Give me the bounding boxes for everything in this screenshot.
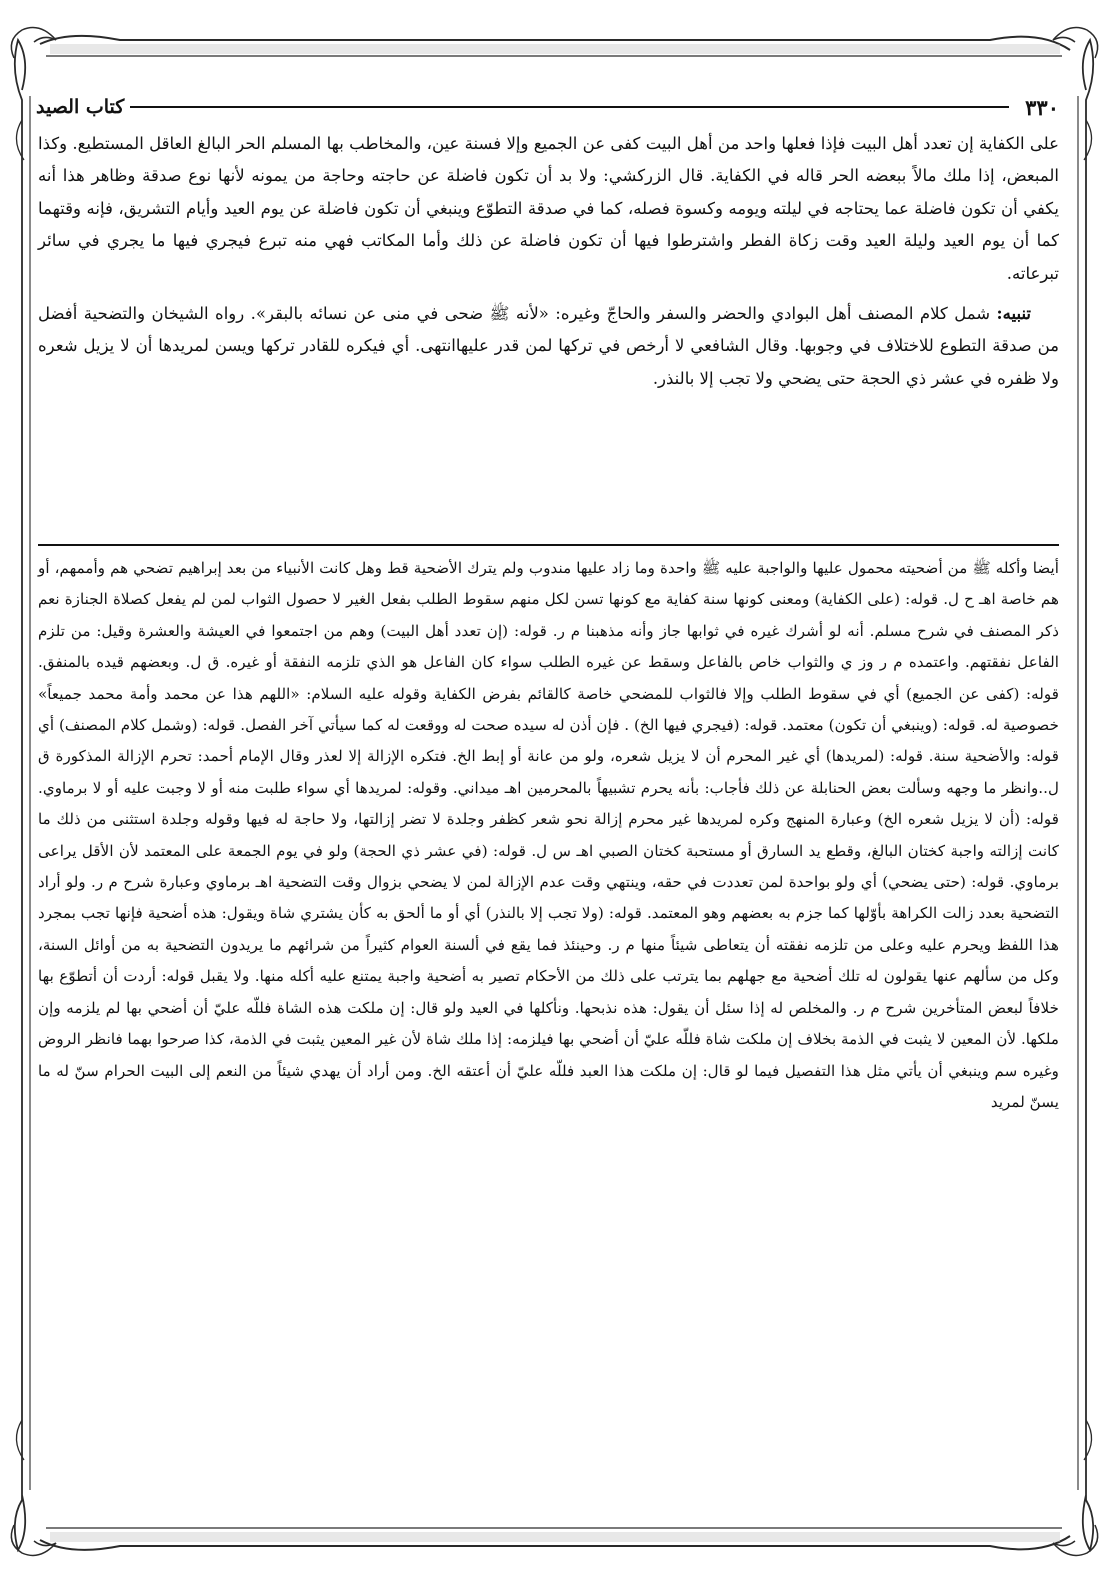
book-title: كتاب الصيد [36,96,125,118]
tanbih-paragraph [38,298,1059,395]
footnote-text [38,553,1059,1118]
footnote-paragraph: أيضا وأكله ﷺ من أضحيته محمول عليها والواجبة عليه ﷺ واحدة وما زاد عليها مندوب ولم يترك الأضحية قط وهل كانت الأنبياء من بعد إبراهيم تضحي هم وأممهم، أو هم خاصة اهـ ح ل. قوله: (على الكفاية) ومعنى كونها سنة كفاية مع كونها تسن لكل منهم سقوط الطلب بفعل الغير لا حصول الثواب لمن لم يفعل كصلاة الجنازة نعم ذكر المصنف في شرح مسلم. أنه لو أشرك غيره في ثوابها جاز وأنه مذهبنا م ر. قوله: (إن تعدد أهل البيت) وهم من اجتمعوا في العيشة والعشرة وقيل: من تلزم الفاعل نفقتهم. واعتمده م ر وز ي والثواب خاص بالفاعل وسقط عن غيره الطلب سواء كان الفاعل هو الذي تلزمه النفقة أو غيره. ق ل. وبعضهم قيده بالمنفق. قوله: (كفى عن الجميع) أي في سقوط الطلب وإلا فالثواب للمضحي خاصة كالقائم بفرض الكفاية وقوله عليه السلام: «اللهم هذا عن محمد وأمة محمد جميعاً» خصوصية له. قوله: (وينبغي أن تكون) معتمد. قوله: (فيجري فيها الخ) . فإن أذن له سيده صحت له ووقعت له كما سيأتي آخر الفصل. قوله: (وشمل كلام المصنف) أي قوله: والأضحية سنة. قوله: (لمريدها) أي غير المحرم أن لا يزيل شعره، ولو من عانة أو إبط الخ. فتكره الإزالة إلا لعذر وقال الإمام أحمد: تحرم الإزالة المذكورة ق ل..وانظر ما وجهه وسألت بعض الحنابلة عن ذلك فأجاب: بأنه يحرم تشبيهاً بالمحرمين اهـ ميداني. وقوله: لمريدها أي سواء طلبت منه أو لا وجبت عليه أو لا برماوي. قوله: (أن لا يزيل شعره الخ) وعبارة المنهج وكره لمريدها غير محرم إزالة نحو شعر كظفر وجلدة لا تضر إزالتها، ولا حاجة له فيها وقوله وجلدة استثنى من ذلك ما كانت إزالته واجبة كختان البالغ، وقطع يد السارق أو مستحبة كختان الصبي اهـ س ل. قوله: (في عشر ذي الحجة) ولو في يوم الجمعة على المعتمد لأن الأقل يراعى برماوي. قوله: (حتى يضحي) أي ولو بواحدة لمن تعددت في حقه، وينتهي وقت عدم الإزالة لمن لا يضحي بزوال وقت التضحية اهـ برماوي وعبارة شرح م ر. ولو أراد التضحية بعدد زالت الكراهة بأوّلها كما جزم به بعضهم وهو المعتمد. قوله: (ولا تجب إلا بالنذر) أي أو ما ألحق به كأن يشتري شاة ويقول: هذه أضحية فإنها تجب بمجرد هذا اللفظ ويحرم عليه وعلى من تلزمه نفقته أن يتعاطى شيئاً منها م ر. وحينئذ فما يقع في ألسنة العوام كثيراً من شرائهم ما يريدون التضحية به من أوائل السنة، وكل من سألهم عنها يقولون له تلك أضحية مع جهلهم بما يترتب على ذلك من الأحكام تصير به أضحية واجبة يمتنع عليه أكله منها. ولا يقبل قوله: أردت أن أتطوّع بها خلافاً لبعض المتأخرين شرح م ر. والمخلص له إذا سئل أن يقول: هذه نذبحها. ونأكلها في العيد ولو قال: إن ملكت هذه الشاة فللّه عليّ أن أضحي بها لم يلزمه وإن ملكها. لأن المعين لا يثبت في الذمة بخلاف إن ملكت شاة فللّه عليّ أن أضحي بها فيلزمه: إذا ملك شاة لأن غير المعين يثبت في الذمة، كذا صرحوا بهما فانظر الروض وغيره سم وينبغي أن يأتي مثل هذا التفصيل فيما لو قال: إن ملكت هذا العبد فللّه عليّ أن أعتقه الخ. ومن أراد أن يهدي شيئاً من النعم إلى البيت الحرام سنّ له ما يسنّ لمريد [38,559,1059,1111]
footnote-divider [38,544,1059,546]
page-number: ٣٣٠ [1025,94,1059,120]
header-rule [130,106,1009,108]
main-text [38,128,1059,395]
page-header [36,90,1059,124]
tanbih-text: شمل كلام المصنف أهل البوادي والحضر والسفر والحاجّ وغيره: «لأنه ﷺ ضحى في منى عن نسائه بالبقر». رواه الشيخان والتضحية أفضل من صدقة التطوع للاختلاف في وجوبها. وقال الشافعي لا أرخص في تركها لمن قدر عليهاانتهى. أي فيكره للقادر تركها ويسن لمريدها أن لا يزيل شعره ولا ظفره في عشر ذي الحجة حتى يضحي ولا تجب إلا بالنذر. [38,304,1059,388]
tanbih-label: تنبيه: [996,304,1032,324]
main-paragraph: على الكفاية إن تعدد أهل البيت فإذا فعلها واحد من أهل البيت كفى عن الجميع وإلا فسنة عين، والمخاطب بها المسلم الحر البالغ العاقل المستطيع. وكذا المبعض، إذا ملك مالاً ببعضه الحر قاله في الكفاية. قال الزركشي: ولا بد أن تكون فاضلة عن حاجته وحاجة من يمونه لأنها نوع صدقة وظاهر هذا أنه يكفي أن تكون فاضلة عما يحتاجه في ليلته ويومه وكسوة فصله، كما في صدقة التطوّع وينبغي أن تكون فاضلة عن يوم العيد وأيام التشريق، فإنه وقتهما كما أن يوم العيد وليلة العيد وقت زكاة الفطر واشترطوا فيها أن تكون فاضلة عن ذلك وأما المكاتب فهي منه تبرع فيجري فيها ما يجري في سائر تبرعاته. [38,134,1059,283]
